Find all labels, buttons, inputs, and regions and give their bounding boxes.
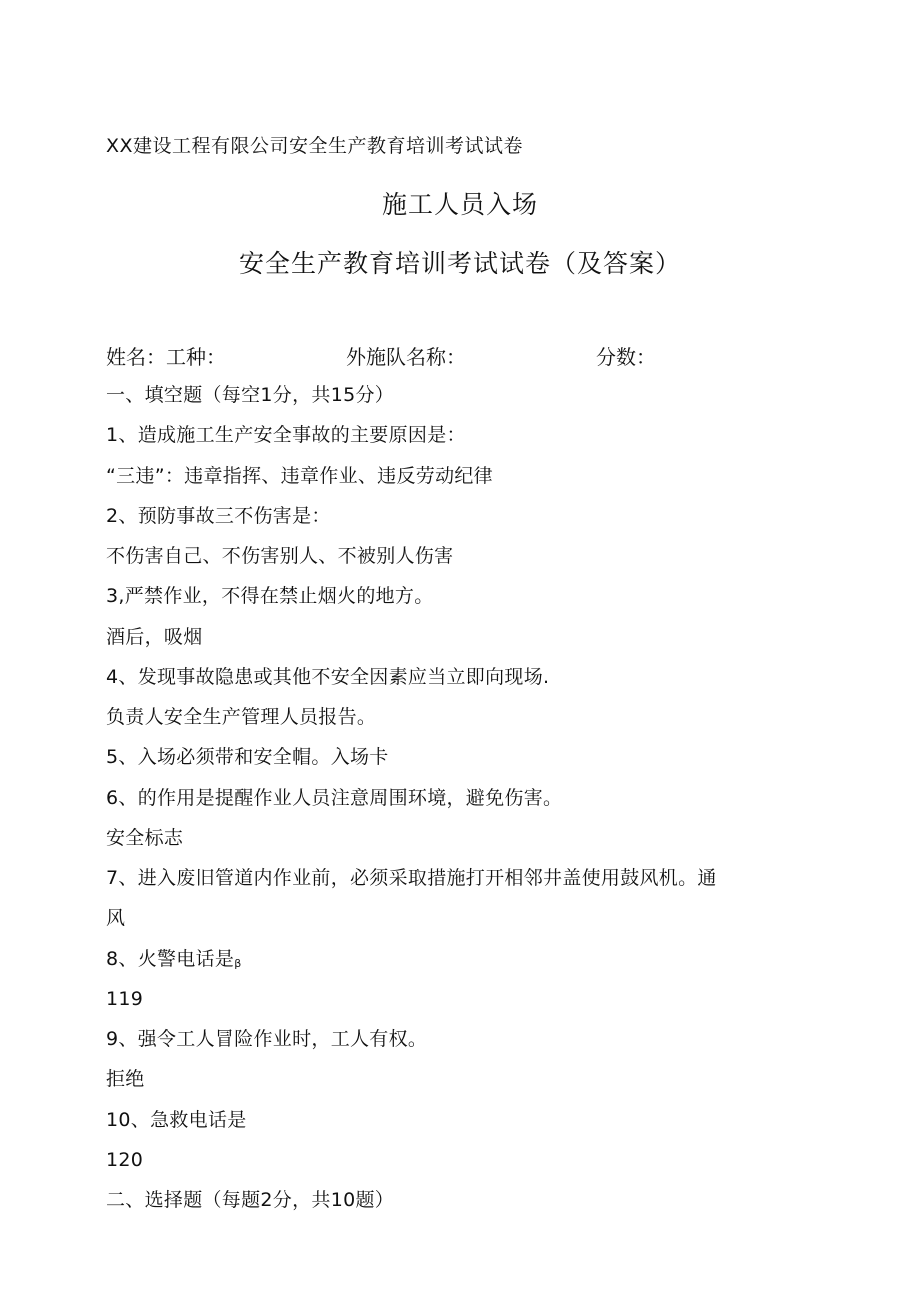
section-heading-fill-blank: 一、填空题（每空1分，共15分） (106, 384, 395, 406)
question-3: 3,严禁作业，不得在禁止烟火的地方。 (106, 585, 434, 608)
question-1: 1、造成施工生产安全事故的主要原因是： (106, 424, 466, 447)
answer-8: 119 (106, 987, 144, 1010)
question-8 (106, 945, 806, 985)
question-8-text: 8、火警电话是 (106, 947, 235, 970)
question-4: 4、发现事故隐患或其他不安全因素应当立即向现场. (106, 665, 550, 688)
score-label: 分数： (596, 345, 656, 369)
question-8-mark: β (234, 956, 242, 970)
question-2: 2、预防事故三不伤害是： (106, 504, 331, 527)
answer-4: 负责人安全生产管理人员报告。 (106, 706, 377, 728)
answer-9: 拒绝 (106, 1068, 145, 1091)
section-heading-choice: 二、选择题（每题2分，共10题） (106, 1189, 395, 1211)
document-header: XX建设工程有限公司安全生产教育培训考试试卷 (106, 135, 524, 157)
answer-10: 120 (106, 1148, 144, 1171)
exam-content (106, 381, 806, 1226)
name-worktype-label: 姓名：工种： (106, 345, 226, 369)
answer-6: 安全标志 (106, 826, 184, 849)
title-line-2: 安全生产教育培训考试试卷（及答案） (238, 249, 681, 278)
answer-1: “三违”：违章指挥、违章作业、违反劳动纪律 (106, 464, 493, 487)
question-5: 5、入场必须带和安全帽。入场卡 (106, 746, 389, 769)
answer-3: 酒后，吸烟 (106, 625, 203, 648)
question-9: 9、强令工人冒险作业时，工人有权。 (106, 1028, 428, 1050)
question-7: 7、进入废旧管道内作业前，必须采取措施打开相邻井盖使用鼓风机。通 (106, 867, 717, 889)
answer-7: 风 (106, 907, 126, 930)
question-6: 6、的作用是提醒作业人员注意周围环境，避免伤害。 (106, 786, 563, 809)
examinee-info-row (106, 341, 806, 369)
answer-2: 不伤害自己、不伤害别人、不被别人伤害 (106, 545, 454, 567)
title-line-1: 施工人员入场 (381, 190, 538, 219)
team-name-label: 外施队名称： (346, 345, 466, 369)
question-10: 10、急救电话是 (106, 1108, 247, 1131)
